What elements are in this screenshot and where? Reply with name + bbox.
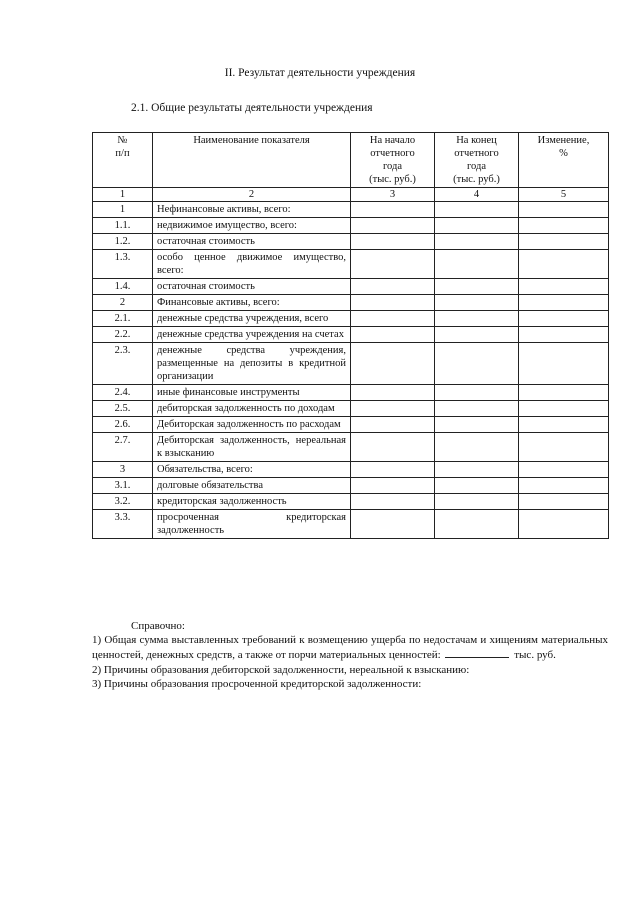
table-row bbox=[93, 279, 609, 295]
value-end-cell[interactable] bbox=[435, 510, 519, 539]
note-1-unit: тыс. руб. bbox=[514, 649, 556, 662]
value-change-cell[interactable] bbox=[519, 462, 609, 478]
header-start-line: года bbox=[383, 161, 402, 172]
value-start-cell[interactable] bbox=[351, 327, 435, 343]
value-end-cell[interactable] bbox=[435, 202, 519, 218]
value-start-cell[interactable] bbox=[351, 234, 435, 250]
row-number: 1.1. bbox=[93, 218, 153, 234]
row-number: 1 bbox=[93, 202, 153, 218]
table-row bbox=[93, 218, 609, 234]
value-start-cell[interactable] bbox=[351, 478, 435, 494]
subsection-title: 2.1. Общие результаты деятельности учреждения bbox=[131, 102, 373, 114]
value-end-cell[interactable] bbox=[435, 433, 519, 462]
value-start-cell[interactable] bbox=[351, 343, 435, 385]
column-number-row bbox=[93, 188, 609, 202]
value-start-cell[interactable] bbox=[351, 311, 435, 327]
header-end-line: года bbox=[467, 161, 486, 172]
row-indicator-name: Нефинансовые активы, всего: bbox=[153, 202, 351, 218]
column-number: 3 bbox=[351, 188, 435, 202]
row-number: 3 bbox=[93, 462, 153, 478]
header-start-of-year bbox=[351, 133, 435, 188]
row-indicator-name: Обязательства, всего: bbox=[153, 462, 351, 478]
value-change-cell[interactable] bbox=[519, 295, 609, 311]
value-start-cell[interactable] bbox=[351, 417, 435, 433]
value-end-cell[interactable] bbox=[435, 401, 519, 417]
table-row bbox=[93, 433, 609, 462]
row-number: 3.2. bbox=[93, 494, 153, 510]
value-end-cell[interactable] bbox=[435, 234, 519, 250]
value-end-cell[interactable] bbox=[435, 218, 519, 234]
row-indicator-name: остаточная стоимость bbox=[153, 234, 351, 250]
value-start-cell[interactable] bbox=[351, 295, 435, 311]
header-change bbox=[519, 133, 609, 188]
row-indicator-name: денежные средства учреждения на счетах bbox=[153, 327, 351, 343]
table-row bbox=[93, 462, 609, 478]
section-title: II. Результат деятельности учреждения bbox=[224, 67, 416, 79]
value-end-cell[interactable] bbox=[435, 295, 519, 311]
value-end-cell[interactable] bbox=[435, 327, 519, 343]
row-number: 2.7. bbox=[93, 433, 153, 462]
column-number: 4 bbox=[435, 188, 519, 202]
row-number: 2.4. bbox=[93, 385, 153, 401]
table-row bbox=[93, 401, 609, 417]
note-3: 3) Причины образования просроченной кредиторской задолженности: bbox=[92, 677, 422, 690]
row-number: 1.4. bbox=[93, 279, 153, 295]
table-row bbox=[93, 327, 609, 343]
table-row bbox=[93, 510, 609, 539]
value-start-cell[interactable] bbox=[351, 250, 435, 279]
note-1 bbox=[92, 633, 608, 662]
row-number: 3.3. bbox=[93, 510, 153, 539]
value-start-cell[interactable] bbox=[351, 510, 435, 539]
value-change-cell[interactable] bbox=[519, 250, 609, 279]
value-end-cell[interactable] bbox=[435, 478, 519, 494]
value-change-cell[interactable] bbox=[519, 494, 609, 510]
table-row bbox=[93, 295, 609, 311]
table-row bbox=[93, 417, 609, 433]
header-change-line: % bbox=[559, 148, 568, 159]
header-end-line: отчетного bbox=[454, 148, 499, 159]
note-2: 2) Причины образования дебиторской задолженности, нереальной к взысканию: bbox=[92, 663, 470, 676]
value-start-cell[interactable] bbox=[351, 385, 435, 401]
value-end-cell[interactable] bbox=[435, 311, 519, 327]
header-number-line: № bbox=[117, 135, 128, 146]
row-indicator-name: долговые обязательства bbox=[153, 478, 351, 494]
value-start-cell[interactable] bbox=[351, 433, 435, 462]
value-end-cell[interactable] bbox=[435, 494, 519, 510]
row-number: 2.3. bbox=[93, 343, 153, 385]
row-indicator-name: Финансовые активы, всего: bbox=[153, 295, 351, 311]
header-indicator: Наименование показателя bbox=[153, 133, 351, 188]
row-indicator-name: иные финансовые инструменты bbox=[153, 385, 351, 401]
value-end-cell[interactable] bbox=[435, 462, 519, 478]
value-end-cell[interactable] bbox=[435, 417, 519, 433]
row-indicator-name: денежные средства учреждения, размещенные на депозиты в кредитной организации bbox=[153, 343, 351, 385]
value-change-cell[interactable] bbox=[519, 510, 609, 539]
header-end-of-year bbox=[435, 133, 519, 188]
header-change-line: Изменение, bbox=[537, 135, 590, 146]
table-row bbox=[93, 494, 609, 510]
value-change-cell[interactable] bbox=[519, 385, 609, 401]
row-indicator-name: денежные средства учреждения, всего bbox=[153, 311, 351, 327]
header-start-line: На начало bbox=[369, 135, 416, 146]
row-number: 2.1. bbox=[93, 311, 153, 327]
row-number: 2.2. bbox=[93, 327, 153, 343]
table-row bbox=[93, 311, 609, 327]
header-end-line: На конец bbox=[456, 135, 497, 146]
value-change-cell[interactable] bbox=[519, 433, 609, 462]
row-number: 1.2. bbox=[93, 234, 153, 250]
value-end-cell[interactable] bbox=[435, 279, 519, 295]
row-indicator-name: остаточная стоимость bbox=[153, 279, 351, 295]
value-change-cell[interactable] bbox=[519, 327, 609, 343]
value-change-cell[interactable] bbox=[519, 343, 609, 385]
note-1-text: 1) Общая сумма выставленных требований к возмещению ущерба по недостачам и хищениям материальных ценностей, денежных средств, а также от порчи материальных ценностей: bbox=[92, 634, 608, 662]
row-number: 2.5. bbox=[93, 401, 153, 417]
notes bbox=[92, 619, 608, 691]
row-number: 3.1. bbox=[93, 478, 153, 494]
row-number: 2.6. bbox=[93, 417, 153, 433]
value-change-cell[interactable] bbox=[519, 218, 609, 234]
value-start-cell[interactable] bbox=[351, 202, 435, 218]
value-end-cell[interactable] bbox=[435, 343, 519, 385]
value-start-cell[interactable] bbox=[351, 462, 435, 478]
header-number-line: п/п bbox=[115, 148, 130, 159]
table-row bbox=[93, 343, 609, 385]
column-number: 5 bbox=[519, 188, 609, 202]
value-change-cell[interactable] bbox=[519, 478, 609, 494]
value-change-cell[interactable] bbox=[519, 401, 609, 417]
value-start-cell[interactable] bbox=[351, 279, 435, 295]
header-end-line: (тыс. руб.) bbox=[453, 174, 500, 185]
table-row bbox=[93, 385, 609, 401]
row-indicator-name: дебиторская задолженность по доходам bbox=[153, 401, 351, 417]
value-start-cell[interactable] bbox=[351, 494, 435, 510]
table-row bbox=[93, 250, 609, 279]
value-change-cell[interactable] bbox=[519, 311, 609, 327]
header-start-line: (тыс. руб.) bbox=[369, 174, 416, 185]
header-start-line: отчетного bbox=[370, 148, 415, 159]
row-number: 1.3. bbox=[93, 250, 153, 279]
value-change-cell[interactable] bbox=[519, 279, 609, 295]
row-number: 2 bbox=[93, 295, 153, 311]
table-body bbox=[93, 202, 609, 539]
table-row bbox=[93, 202, 609, 218]
row-indicator-name: недвижимое имущество, всего: bbox=[153, 218, 351, 234]
table-header-row bbox=[93, 133, 609, 188]
amount-blank-field[interactable] bbox=[445, 647, 509, 658]
value-change-cell[interactable] bbox=[519, 202, 609, 218]
table-row bbox=[93, 234, 609, 250]
column-number: 2 bbox=[153, 188, 351, 202]
value-change-cell[interactable] bbox=[519, 234, 609, 250]
column-number: 1 bbox=[93, 188, 153, 202]
value-change-cell[interactable] bbox=[519, 417, 609, 433]
row-indicator-name: просроченная кредиторская задолженность bbox=[153, 510, 351, 539]
row-indicator-name: Дебиторская задолженность, нереальная к взысканию bbox=[153, 433, 351, 462]
value-start-cell[interactable] bbox=[351, 401, 435, 417]
row-indicator-name: кредиторская задолженность bbox=[153, 494, 351, 510]
row-indicator-name: особо ценное движимое имущество, всего: bbox=[153, 250, 351, 279]
notes-heading: Справочно: bbox=[131, 620, 185, 632]
value-end-cell[interactable] bbox=[435, 250, 519, 279]
table-row bbox=[93, 478, 609, 494]
results-table bbox=[92, 132, 609, 539]
row-indicator-name: Дебиторская задолженность по расходам bbox=[153, 417, 351, 433]
value-start-cell[interactable] bbox=[351, 218, 435, 234]
value-end-cell[interactable] bbox=[435, 385, 519, 401]
header-number bbox=[93, 133, 153, 188]
